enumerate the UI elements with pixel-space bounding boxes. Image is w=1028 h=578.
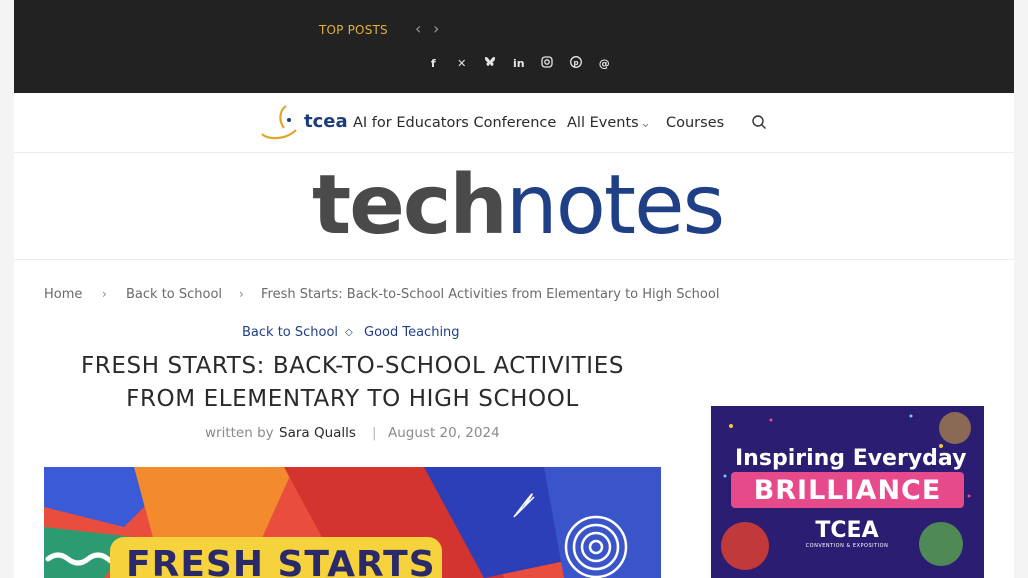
social-links [419,56,619,73]
breadcrumb-back-to-school[interactable]: Back to School [126,287,223,302]
article-title [44,350,661,416]
facebook-icon[interactable]: f [430,57,436,70]
main-nav [14,93,1014,153]
chevron-right-icon: › [102,287,107,301]
meta-divider: | [372,425,377,441]
instagram-icon[interactable] [533,56,562,73]
chevron-right-icon: › [239,287,244,301]
ad-headline: Inspiring Everyday [735,446,967,471]
tcea-ad-banner[interactable] [711,406,984,578]
nav-all-events[interactable]: All Events [567,115,639,131]
article-date: August 20, 2024 [388,425,500,441]
breadcrumb-home[interactable]: Home [44,287,83,302]
category-good-teaching[interactable]: Good Teaching [364,325,460,340]
bluesky-icon[interactable] [476,56,505,73]
top-bar [14,0,1014,93]
breadcrumb-current: Fresh Starts: Back-to-School Activities from Elementary to High School [261,287,720,302]
author-link[interactable]: Sara Qualls [279,425,356,441]
top-posts-label: TOP POSTS [319,23,388,37]
threads-icon[interactable]: @ [598,57,610,70]
ad-subtitle: CONVENTION & EXPOSITION [805,543,889,549]
brand-thin-text: notes [505,158,724,253]
svg-text:p: p [573,59,579,67]
chevron-right-icon[interactable]: › [433,19,440,38]
x-icon[interactable]: ✕ [457,57,467,70]
technotes-logo[interactable] [312,158,724,253]
article-title-line2: FROM ELEMENTARY TO HIGH SCHOOL [126,386,579,412]
site-brand [14,153,1014,260]
written-by-label: written by [205,425,274,441]
diamond-separator-icon: ◇ [345,327,353,338]
linkedin-icon[interactable]: in [512,57,525,70]
logo-text[interactable]: tcea [304,111,348,132]
brand-bold-text: tech [312,158,506,253]
chevron-down-icon[interactable]: ⌄ [640,116,651,131]
page-frame [14,0,1014,578]
category-back-to-school[interactable]: Back to School [242,325,339,340]
hero-text: FRESH STARTS [126,544,436,578]
search-icon[interactable] [751,114,767,130]
chevron-left-icon[interactable]: ‹ [415,19,422,38]
ad-brilliance: BRILLIANCE [753,475,942,506]
pinterest-icon[interactable] [562,56,591,73]
hero-image [44,467,661,578]
ad-tcea-logo: TCEA [815,518,879,543]
article-title-line1: FRESH STARTS: BACK-TO-SCHOOL ACTIVITIES [80,353,625,379]
nav-courses[interactable]: Courses [666,115,725,131]
nav-ai-conference[interactable]: AI for Educators Conference [353,115,557,131]
